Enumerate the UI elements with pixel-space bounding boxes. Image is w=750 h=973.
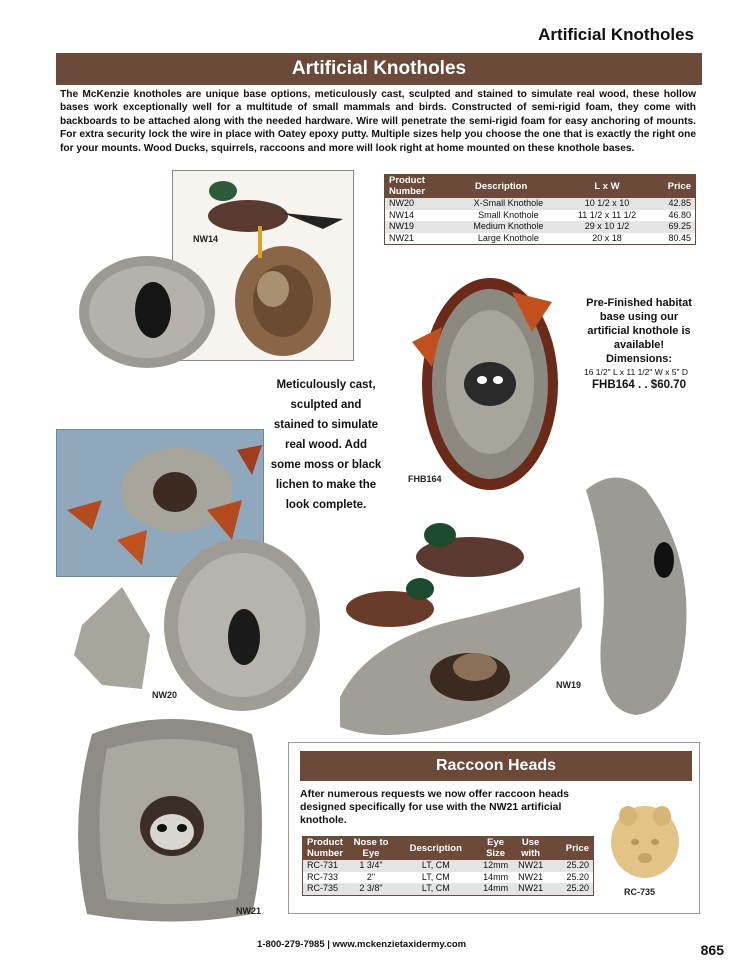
intro-paragraph: The McKenzie knotholes are unique base options, meticulously cast, sculpted and stained to simulate real wood, these hollow bases work exceptionally well for a multitude of small mammals and birds. Constructed of semi-rigid foam, they come with backboards to be attached along with the needed hardware. Wire will penetrate the semi-rigid foam for easy anchoring of mounts. For extra security lock the wire in place with Oatey epoxy putty. Multiple sizes help you choose the one that is exactly the right one for your mounts. Wood Ducks, squirrels, raccoons and more will look right at home mounted on these knothole bases. xyxy=(60,89,696,154)
habitat-price: FHB164 . . $60.70 xyxy=(592,379,686,391)
raccoon-heads-description: After numerous requests we now offer raccoon heads designed specifically for use with the NW21 artificial knothole. xyxy=(300,788,569,826)
cell-nose: 1 3/4" xyxy=(349,860,393,872)
cell-product: RC-733 xyxy=(303,872,349,884)
footer-contact: 1-800-279-7985 | www.mckenzietaxidermy.com xyxy=(257,939,467,950)
nw20-knothole-image xyxy=(162,537,324,717)
cell-use: NW21 xyxy=(513,883,549,895)
cell-description: LT, CM xyxy=(393,872,479,884)
cell-description: LT, CM xyxy=(393,860,479,872)
page-header-title: Artificial Knotholes xyxy=(538,25,694,44)
cell-use: NW21 xyxy=(513,872,549,884)
section-banner: Artificial Knotholes xyxy=(56,53,702,85)
cell-lxw: 11 1/2 x 11 1/2 xyxy=(562,210,653,222)
table-row xyxy=(385,221,695,233)
fhb164-caption: FHB164 xyxy=(408,474,442,484)
cell-description: X-Small Knothole xyxy=(455,198,562,210)
col-header-price: Price xyxy=(652,174,695,198)
cell-price: 42.85 xyxy=(652,198,695,210)
cell-price: 25.20 xyxy=(549,872,593,884)
col-header-product: Product Number xyxy=(385,174,455,198)
cell-product: RC-735 xyxy=(303,883,349,895)
cell-lxw: 29 x 10 1/2 xyxy=(562,221,653,233)
cell-lxw: 10 1/2 x 10 xyxy=(562,198,653,210)
col-header-lxw: L x W xyxy=(562,174,653,198)
cell-price: 25.20 xyxy=(549,883,593,895)
col-header-eye: Eye Size xyxy=(479,836,513,860)
nw19-caption: NW19 xyxy=(556,680,582,690)
rc735-foam-head-image xyxy=(608,802,682,882)
cell-price: 69.25 xyxy=(652,221,695,233)
nw19-ducks-on-log-image xyxy=(330,517,586,739)
cell-product: NW19 xyxy=(385,221,455,233)
table-row xyxy=(385,198,695,210)
table-row xyxy=(303,860,593,872)
cell-product: NW20 xyxy=(385,198,455,210)
habitat-dimensions: 16 1/2" L x 11 1/2" W x 5" D xyxy=(583,367,689,377)
knothole-price-table xyxy=(384,174,696,245)
cell-eye: 12mm xyxy=(479,860,513,872)
tall-knothole-image xyxy=(576,470,694,720)
nw20-small-knothole-image xyxy=(72,585,152,691)
cell-description: Medium Knothole xyxy=(455,221,562,233)
col-header-use: Use with xyxy=(513,836,549,860)
cell-eye: 14mm xyxy=(479,883,513,895)
cell-nose: 2 3/8" xyxy=(349,883,393,895)
page-number: 865 xyxy=(700,942,724,958)
fhb164-plaque-image xyxy=(402,272,562,497)
col-header-price: Price xyxy=(549,836,593,860)
rc735-caption: RC-735 xyxy=(624,887,656,897)
cell-use: NW21 xyxy=(513,860,549,872)
cell-description: Large Knothole xyxy=(455,233,562,245)
cell-description: Small Knothole xyxy=(455,210,562,222)
table-row xyxy=(385,210,695,222)
col-header-description: Description xyxy=(455,174,562,198)
nw14-knothole-image xyxy=(75,250,221,370)
raccoon-heads-banner: Raccoon Heads xyxy=(300,751,692,781)
habitat-dimensions-label: Dimensions: xyxy=(605,353,672,365)
cell-eye: 14mm xyxy=(479,872,513,884)
table-row xyxy=(385,233,695,245)
nw21-knothole-raccoon-image xyxy=(72,714,268,922)
cell-price: 80.45 xyxy=(652,233,695,245)
habitat-description: Pre-Finished habitat base using our artificial knothole is available! xyxy=(586,297,692,351)
cell-description: LT, CM xyxy=(393,883,479,895)
col-header-nose: Nose to Eye xyxy=(349,836,393,860)
nw20-caption: NW20 xyxy=(152,690,178,700)
cell-price: 46.80 xyxy=(652,210,695,222)
table-row xyxy=(303,872,593,884)
cell-nose: 2" xyxy=(349,872,393,884)
cell-lxw: 20 x 18 xyxy=(562,233,653,245)
col-header-description: Description xyxy=(393,836,479,860)
nw21-caption: NW21 xyxy=(236,906,262,916)
cell-product: NW21 xyxy=(385,233,455,245)
habitat-block xyxy=(578,296,700,392)
nw14-caption: NW14 xyxy=(193,234,219,244)
cell-product: RC-731 xyxy=(303,860,349,872)
raccoon-price-table xyxy=(302,836,594,896)
side-description: Meticulously cast, sculpted and stained to simulate real wood. Add some moss or black lichen to make the look complete. xyxy=(270,379,382,511)
table-row xyxy=(303,883,593,895)
cell-product: NW14 xyxy=(385,210,455,222)
col-header-product: Product Number xyxy=(303,836,349,860)
cell-price: 25.20 xyxy=(549,860,593,872)
